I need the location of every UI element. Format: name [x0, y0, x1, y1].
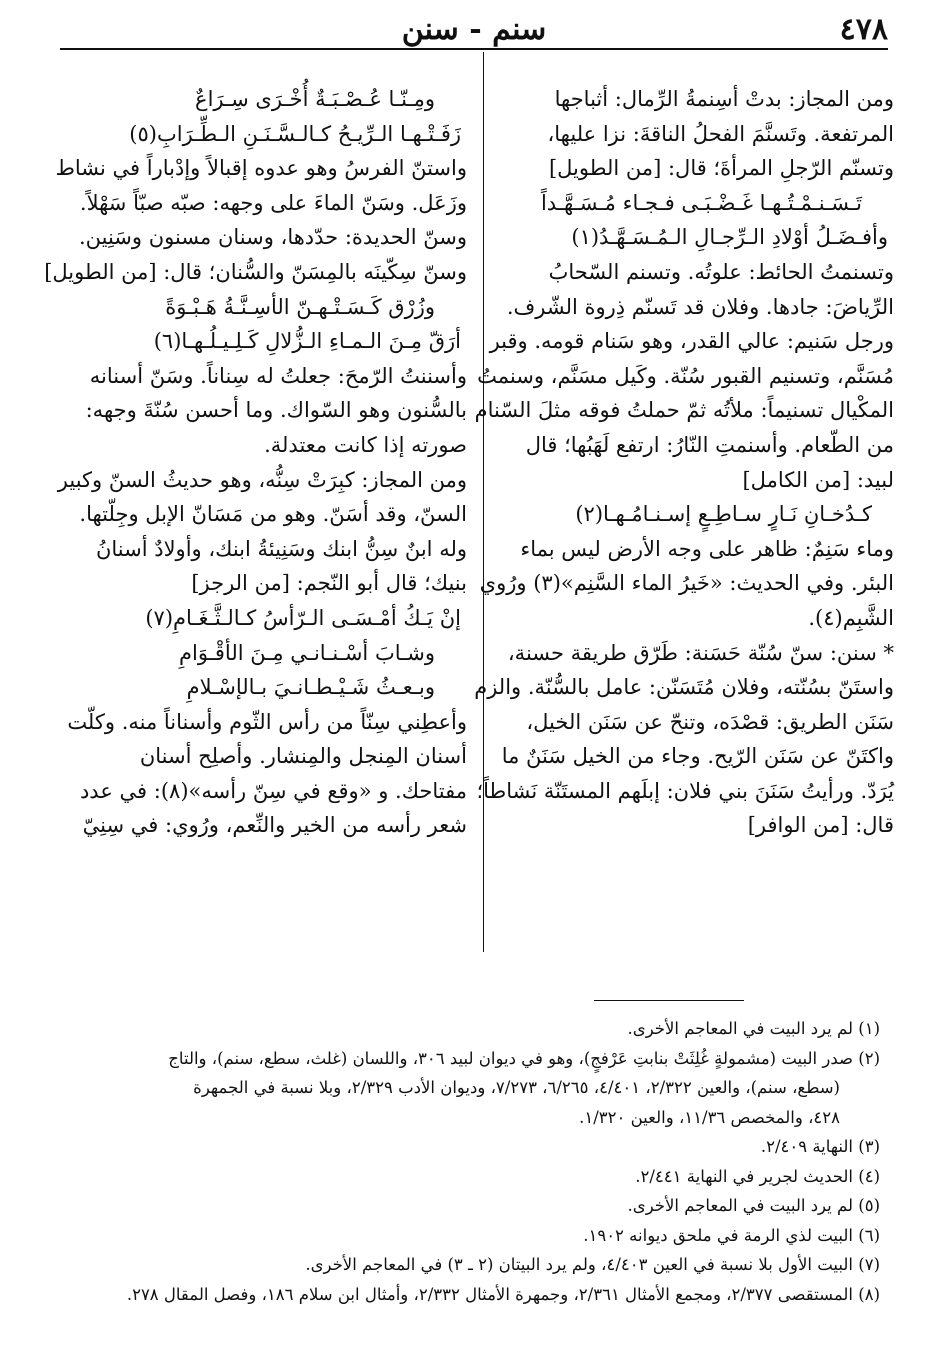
footnote: (٢) صدر البيت (مشمولةٍ غُلِثَتْ بنابتِ عَرْفجٍ)، وهو في ديوان لبيد ٣٠٦، واللسان (غلث، سطع، سنم)، والتاج	[168, 1048, 880, 1068]
text-line: الشَّبِم(٤).	[808, 605, 894, 630]
header-rule	[60, 48, 888, 50]
footnote: (١) لم يرد البيت في المعاجم الأخرى.	[627, 1019, 880, 1038]
text-line: المكْيال تسنيماً: ملأتُه ثمّ حملتُ فوقه مثلَ السّنام	[474, 398, 894, 423]
verse-line: زَفَـتْـهـا الـرِّيـحُ كـالـسَّـنَـنِ الـطِّـرَابِ(٥)	[129, 121, 461, 146]
footnote: (٨) المستقصى ٢/٣٧٧، ومجمع الأمثال ٢/٣٦١، وجمهرة الأمثال ٢/٣٣٢، وأمثال ابن سلام ١٨٦، وفصل المقال ٢٧٨.	[126, 1284, 880, 1304]
text-line: وله ابنٌ سِنُّ ابنك وسَنِيئةُ ابنك، وأولادٌ أسنانُ	[95, 536, 467, 561]
text-line: وسنّ سِكّينَه بالمِسَنّ والسُّنان؛ قال: [من الطويل]	[44, 259, 467, 284]
text-line: ومن المجاز: بدتْ أسِنمةُ الرِّمال: أثباجها	[554, 87, 894, 111]
text-line: وتسنمتُ الحائط: علوتُه. وتسنم السّحابُ	[548, 259, 894, 284]
running-title: سنم - سنن	[401, 12, 547, 47]
text-line: ومن المجاز: كبِرَتْ سِنُّه، وهو حديثُ السنّ وكبير	[57, 467, 467, 492]
text-line: الرِّياضَ: جادها. وفلان قد تَسنّم ذِروة الشّرف.	[506, 294, 894, 319]
verse-line: وشـابَ أسْـنـانـي مِـنَ الأقْـوَامِ	[179, 640, 435, 665]
footnote: (٧) البيت الأول بلا نسبة في العين ٤/٤٠٣، ولم يرد البيتان (٢ ـ ٣) في المعاجم الأخرى.	[305, 1255, 880, 1274]
verse-line: وبـعـثُ شَـيْـطـانـيَ بـالإسْـلامِ	[186, 675, 435, 700]
text-line: سَنَن الطريق: قصْدَه، وتنحّ عن سَنَن الخيل،	[526, 709, 894, 734]
text-line: ورجل سَنيم: عالي القدر، وهو سَنام قومه. وقبر	[489, 329, 894, 354]
footnotes	[70, 1014, 880, 1309]
text-line: من الطّعام. وأسنمتِ النّارُ: ارتفع لَهَبُها؛ قال	[525, 432, 894, 457]
text-line: يُرَدّ. ورأيتُ سَنَنَ بني فلان: إبلَهم المستَنّة نَشاطاً؛	[476, 778, 894, 803]
text-line: واستَنّ بسُنّته، وفلان مُتَسَنّن: عامل بالسُّنّة. والزم	[474, 675, 894, 700]
text-line: البئر. وفي الحديث: «خَيرُ الماء السَّنِم»(٣) ورُوي	[479, 571, 894, 596]
footnote: (٤) الحديث لجرير في النهاية ٢/٤٤١.	[635, 1166, 880, 1186]
text-line: وأعطِني سِنّاً من رأس الثّوم وأسناناً منه. وكلّت	[67, 709, 467, 734]
footnote-rule	[594, 1000, 744, 1001]
footnote: (٦) البيت لذي الرمة في ملحق ديوانه ١٩٠٢.	[583, 1225, 880, 1245]
verse-line: تَـسَـنـمْـتُـهـا غَـضْـبَـى فـجـاء مُـسَـهَّـداً	[540, 190, 862, 215]
left-column	[44, 82, 467, 843]
text-line: شعر رأسه من الخير والنِّعم، ورُوي: في سِنِيّ	[82, 813, 467, 838]
text-line: المرتفعة. وتَسنَّمَ الفحلُ الناقةَ: نزا عليها،	[547, 121, 894, 146]
verse-line: إنْ يَـكُ أمْـسَـى الـرّأسُ كـالـثَّـغَـامِ(٧)	[145, 605, 461, 630]
text-line: وسنّ الحديدة: حدّدها، وسنان مسنون وسَنِين.	[78, 225, 467, 250]
text-line: مفتاحك. و «وقع في سِنّ رأسه»(٨): في عدد	[79, 778, 467, 803]
text-line: السنّ، وقد أسَنّ. وهو من مَسَانّ الإبل وجِلّتها.	[79, 502, 467, 527]
text-line: وأسننتُ الرّمحَ: جعلتُ له سِناناً. وسَنّ أسنانه	[89, 363, 467, 388]
text-line: وماء سَنِمٌ: ظاهر على وجه الأرض ليس بماء	[520, 536, 894, 561]
text-line: وزَعَل. وسَنّ الماءَ على وجهه: صبّه صبّاً سَهْلاً.	[79, 190, 467, 215]
text-line: صورته إذا كانت معتدلة.	[264, 432, 467, 457]
verse-line: كـدُخـانِ نَـارٍ سـاطِـعٍ إسـنـامُـهـا(٢)	[575, 502, 872, 527]
text-line: بنيك؛ قال أبو النّجم: [من الرجز]	[191, 571, 467, 596]
text-line: مُسَنَّم، وتسنيم القبور سُنّة. وكَيل مسَنَّم، وسنمتُ	[477, 363, 894, 388]
page-number: ٤٧٨	[839, 12, 888, 47]
page-header	[60, 10, 888, 50]
text-line: لبيد: [من الكامل]	[742, 467, 894, 492]
column-divider	[483, 52, 484, 952]
text-line: أسنان المِنجل والمِنشار. وأصلِح أسنان	[139, 744, 467, 769]
verse-line: وأفـضَـلُ أوْلادِ الـرِّجـالِ الـمُـسَـهَّـدُ(١)	[571, 225, 888, 250]
footnote: (سطع، سنم)، والعين ٢/٣٢٢، ٤/٤٠١، ٦/٢٦٥، ٧/٢٧٣، وديوان الأدب ٢/٣٢٩، وبلا نسبة في الجمهرة	[193, 1078, 840, 1097]
footnote: ٤٢٨، والمخصص ١١/٣٦، والعين ١/٣٢٠.	[579, 1107, 840, 1127]
verse-line: وزُرْق كَـسَـتْـهـنّ الأسِـنَّـةُ هَـبْـوَةً	[165, 294, 435, 319]
text-line: واستنّ الفرسُ وهو عدوه إقبالاً وإدْباراً في نشاط	[55, 156, 467, 181]
text-line: وتسنّم الرّجلِ المرأةَ؛ قال: [من الطويل]	[548, 156, 894, 181]
verse-line: أرَقّ مِـنَ الـمـاءِ الـزُّلالِ كَـلِـيـلُـهـا(٦)	[153, 329, 461, 354]
text-line: بالسُّنون وهو السّواك. وما أحسن سُنّةَ وجهه:	[85, 398, 467, 423]
verse-line: ومِـنّـا عُـصْـبَـةٌ أُخْـرَى سِـرَاعٌ	[195, 87, 435, 111]
footnote: (٣) النهاية ٢/٤٠٩.	[760, 1137, 880, 1156]
text-line: واكتَنّ عن سَنَن الرّيح. وجاء من الخيل سَنَنٌ ما	[501, 744, 894, 769]
text-line: قال: [من الوافر]	[747, 813, 894, 838]
footnote: (٥) لم يرد البيت في المعاجم الأخرى.	[627, 1196, 880, 1215]
text-line: * سنن: سنّ سُنّة حَسَنة: طَرّق طريقة حسنة،	[507, 640, 894, 665]
right-column	[474, 82, 894, 843]
